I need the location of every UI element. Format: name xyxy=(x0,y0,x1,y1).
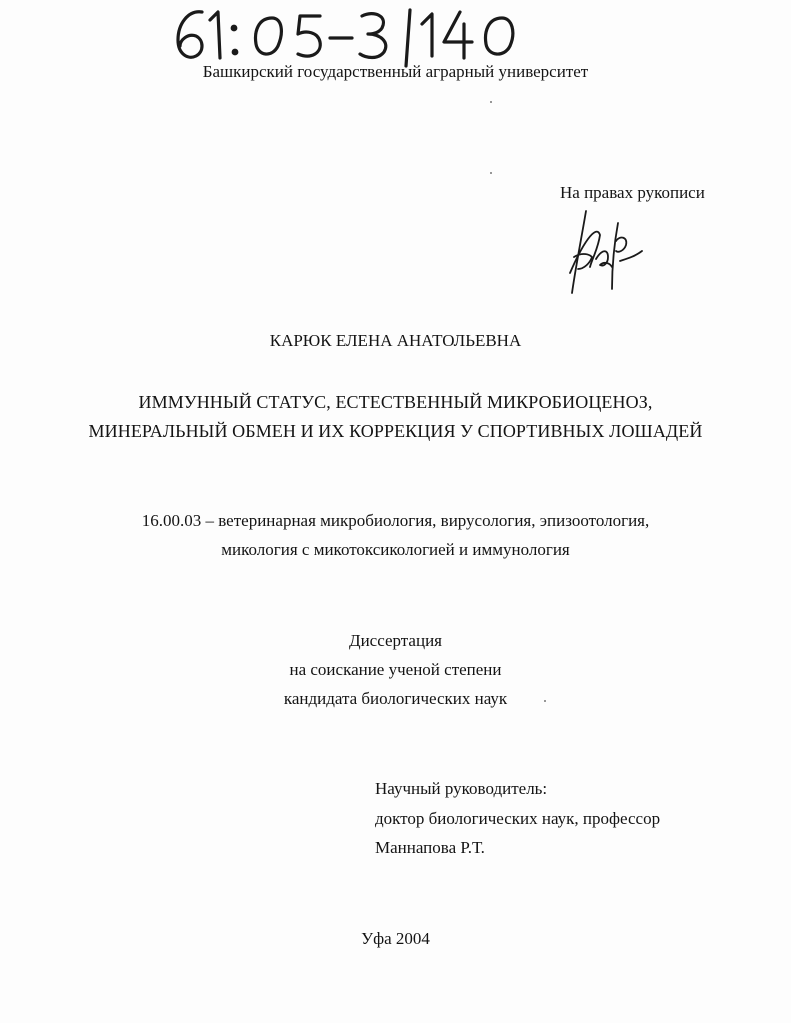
rights-note: На правах рукописи xyxy=(560,183,705,202)
scan-speck xyxy=(490,101,492,103)
signature xyxy=(560,205,655,300)
supervisor-degree: доктор биологических наук, профессор xyxy=(375,809,661,828)
degree-line-3: кандидата биологических наук xyxy=(283,689,508,708)
supervisor-heading: Научный руководитель: xyxy=(375,779,548,798)
dissertation-title-line-2: МИНЕРАЛЬНЫЙ ОБМЕН И ИХ КОРРЕКЦИЯ У СПОРТИВНЫХ ЛОШАДЕЙ xyxy=(88,421,703,441)
scan-speck xyxy=(490,172,492,174)
scan-speck xyxy=(544,700,546,702)
place-and-year: Уфа 2004 xyxy=(361,929,430,948)
author-name: КАРЮК ЕЛЕНА АНАТОЛЬЕВНА xyxy=(269,331,522,350)
degree-line-1: Диссертация xyxy=(348,631,442,650)
specialty-line-2: микология с микотоксикологией и иммунология xyxy=(221,540,570,559)
specialty-line-1: 16.00.03 – ветеринарная микробиология, вирусология, эпизоотология, xyxy=(141,511,650,530)
university-name: Башкирский государственный аграрный университет xyxy=(202,62,589,81)
supervisor-name: Маннапова Р.Т. xyxy=(375,838,485,857)
dissertation-title-line-1: ИММУННЫЙ СТАТУС, ЕСТЕСТВЕННЫЙ МИКРОБИОЦЕНОЗ, xyxy=(138,392,653,412)
degree-line-2: на соискание ученой степени xyxy=(289,660,502,679)
